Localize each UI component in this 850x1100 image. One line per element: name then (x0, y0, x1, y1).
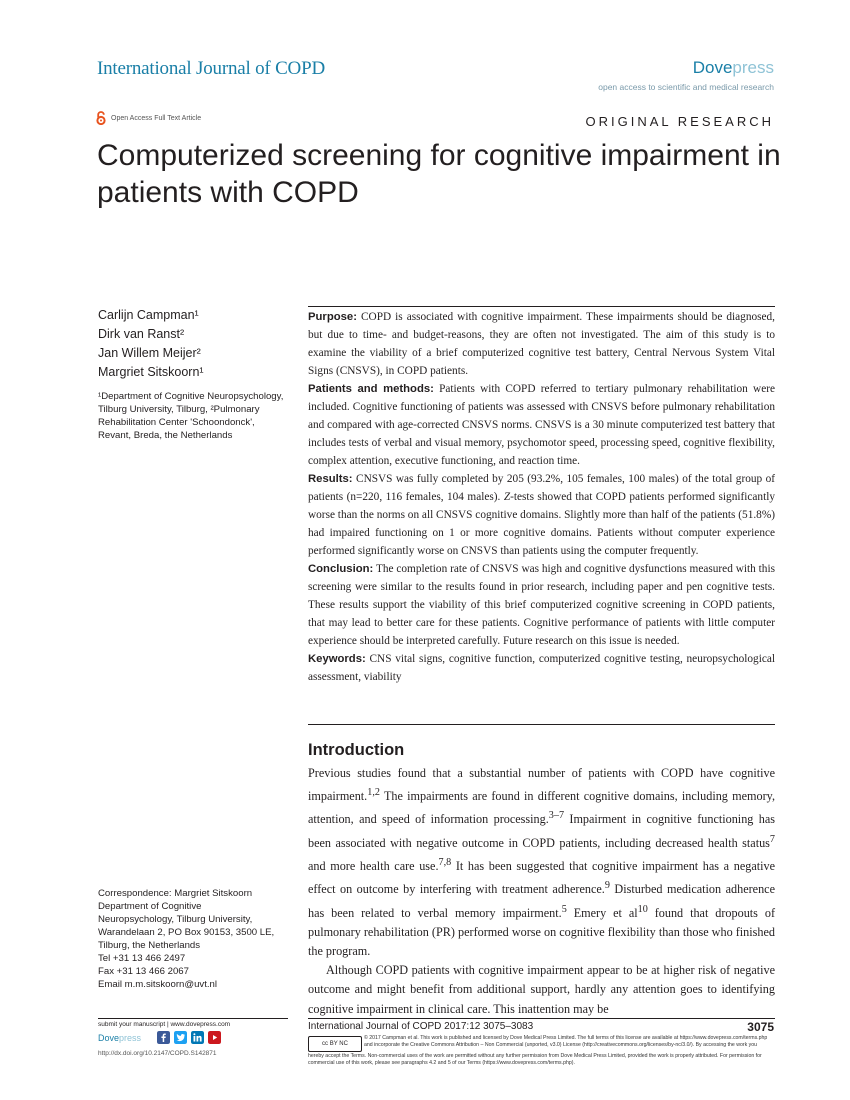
correspondence-line: Warandelaan 2, PO Box 90153, 3500 LE, (98, 927, 275, 938)
twitter-icon[interactable] (174, 1031, 187, 1044)
license-text-continued: hereby accept the Terms. Non-commercial uses of the work are permitted without any further permission from Dove Medical Press Limited, provided the work is properly attributed. For permission for commercial use of this work, please see paragraphs 4.2 and 5 of our Terms (https://www.dovepress.com/terms.php). (308, 1053, 762, 1067)
results-text: CNSVS was fully completed by 205 (93.2%, 105 females, 100 males) of the total group of patients (n=220, 116 females, 104 males). (308, 473, 775, 503)
introduction-body (308, 764, 775, 1019)
purpose-text: COPD is associated with cognitive impairment. These impairments should be diagnosed, but due to time- and budget-reasons, they are often not investigated. The aim of this study is to examine the viability of a brief computerized cognitive test battery, Central Nervous System Vital Signs (CNSVS), in COPD patients. (308, 311, 775, 377)
citation-ref[interactable]: 7 (769, 833, 775, 845)
linkedin-icon[interactable] (191, 1031, 204, 1044)
abstract-bottom-rule (308, 724, 775, 725)
author: Dirk van Ranst² (98, 327, 185, 341)
correspondence-line: Neuropsychology, Tilburg University, (98, 914, 253, 925)
section-heading: Introduction (308, 741, 405, 759)
footer-rule-left (98, 1018, 288, 1019)
affiliations: ¹Department of Cognitive Neuropsychology, Tilburg University, Tilburg, ²Pulmonary Rehabilitation Center 'Schoondonck', Revant, Breda, the Netherlands (98, 391, 284, 441)
abstract (308, 308, 775, 686)
text-run: Emery et al (566, 905, 638, 920)
author: Carlijn Campman¹ (98, 308, 199, 322)
correspondence-line: Correspondence: Margriet Sitskoorn (98, 888, 253, 899)
conclusion-text: The completion rate of CNSVS was high and cognitive dysfunctions measured with this screening were similar to the results found in prior research, including paper and pen cognitive tests. These results support the viability of this brief computerized cognitive screening in COPD patients, that may lead to better care for these patients. Cognitive performance of patients with little computer experience should be interpreted carefully. Future research on this issue is needed. (308, 563, 775, 647)
article-title: Computerized screening for cognitive impairment in patients with COPD (97, 139, 781, 209)
open-lock-icon (96, 111, 106, 125)
keywords-label: Keywords: (308, 653, 366, 665)
doi-link[interactable]: http://dx.doi.org/10.2147/COPD.S142871 (98, 1050, 217, 1057)
correspondence (98, 887, 298, 991)
paragraph: Although COPD patients with cognitive impairment appear to be at higher risk of negative outcome and might benefit from additional support, hardly any attention goes to identifying cognitive impairment in clinical care. This inattention may be (308, 963, 775, 1016)
open-access-badge (96, 111, 201, 125)
submit-manuscript-link[interactable]: submit your manuscript | www.dovepress.com (98, 1021, 231, 1028)
cc-license-icon[interactable]: cc BY NC (308, 1036, 362, 1052)
abstract-purpose (308, 308, 775, 380)
youtube-icon[interactable] (208, 1031, 221, 1044)
correspondence-line: Tilburg, the Netherlands (98, 940, 201, 951)
text-run: Impairment in cognitive functioning has been associated with negative outcome in COPD patients, including decreased health status (308, 812, 776, 850)
footer-logo (98, 1033, 141, 1043)
footer-rule (308, 1018, 775, 1019)
publisher-tagline: open access to scientific and medical research (598, 82, 774, 92)
purpose-label: Purpose: (308, 311, 357, 323)
abstract-conclusion (308, 560, 775, 650)
abstract-methods (308, 380, 775, 470)
social-links (157, 1031, 221, 1044)
citation-ref[interactable]: 5 (561, 903, 567, 915)
logo-dove: Dove (692, 58, 733, 77)
logo-press: press (119, 1033, 142, 1043)
correspondence-line: Fax +31 13 466 2067 (98, 966, 189, 977)
page-number: 3075 (747, 1020, 774, 1034)
citation-ref[interactable]: 3–7 (548, 810, 565, 822)
author-list (98, 306, 204, 382)
citation-ref[interactable]: 1,2 (367, 787, 380, 799)
author: Margriet Sitskoorn¹ (98, 365, 204, 379)
keywords-text: CNS vital signs, cognitive function, computerized cognitive testing, neuropsychological assessment, viability (308, 653, 776, 683)
text-run: The impairments are found in different cognitive domains, including memory, attention, and speed of information processing. (308, 789, 775, 827)
methods-text: Patients with COPD referred to tertiary pulmonary rehabilitation were included. Cognitive functioning of patients was assessed with CNSVS before pulmonary rehabilitation and compared with age-corrected CNSVS norms. CNSVS is a 30 minute computerized test battery that includes tests of verbal and visual memory, psychomotor speed, processing speed, cognitive flexibility, complex attention, executive functioning, and reaction time. (308, 383, 775, 467)
open-access-label: Open Access Full Text Article (111, 114, 202, 122)
correspondence-line: Tel +31 13 466 2497 (98, 953, 186, 964)
results-label: Results: (308, 473, 353, 485)
citation-ref[interactable]: 7,8 (438, 857, 452, 868)
text-run: Previous studies found that a substantial number of patients with COPD have cognitive impairment. (308, 766, 775, 804)
abstract-results (308, 470, 775, 560)
publisher-logo (693, 58, 774, 78)
author: Jan Willem Meijer² (98, 346, 201, 360)
license-text: © 2017 Campman et al. This work is published and licensed by Dove Medical Press Limited. The full terms of this license are available at https://www.dovepress.com/terms.php and incorporate the Creative Commons Attribution – Non Commercial (unported, v3.0) License (http://creativecommons.org/licenses/by-nc/3.0/). By accessing the work you (364, 1035, 768, 1049)
correspondence-email[interactable]: Email m.m.sitskoorn@uvt.nl (98, 979, 218, 990)
citation-ref[interactable]: 10 (637, 903, 648, 915)
correspondence-line: Department of Cognitive (98, 901, 202, 912)
paragraph (308, 764, 775, 961)
methods-label: Patients and methods: (308, 383, 434, 395)
text-run: and more health care use. (308, 859, 439, 874)
conclusion-label: Conclusion: (308, 563, 374, 575)
text-run: Disturbed medication adherence has been related to verbal memory impairment. (308, 882, 775, 920)
journal-name: International Journal of COPD (97, 58, 325, 79)
facebook-icon[interactable] (157, 1031, 170, 1044)
logo-press: press (732, 58, 774, 77)
text-run: It has been suggested that cognitive impairment has a negative effect on outcome by interfering with treatment adherence. (308, 859, 776, 897)
article-type: ORIGINAL RESEARCH (585, 114, 774, 129)
z-symbol: Z (503, 491, 511, 503)
citation-ref[interactable]: 9 (604, 880, 610, 892)
journal-citation: International Journal of COPD 2017:12 3075–3083 (308, 1021, 534, 1032)
logo-dove: Dove (98, 1033, 120, 1043)
abstract-top-rule (308, 306, 775, 307)
abstract-keywords (308, 650, 775, 686)
text-run: found that dropouts of pulmonary rehabilitation (PR) performed worse on cognitive flexibility than those who finished the program. (308, 905, 775, 958)
results-text-2: -tests showed that COPD patients performed significantly worse than the norms on all CNSVS cognitive domains. Slightly more than half of the patients (51.8%) had impaired functioning on 1 or more cognitive domains. Patients without computer experience performed significantly worse on CNSVS than patients using the computer frequently. (308, 491, 775, 557)
